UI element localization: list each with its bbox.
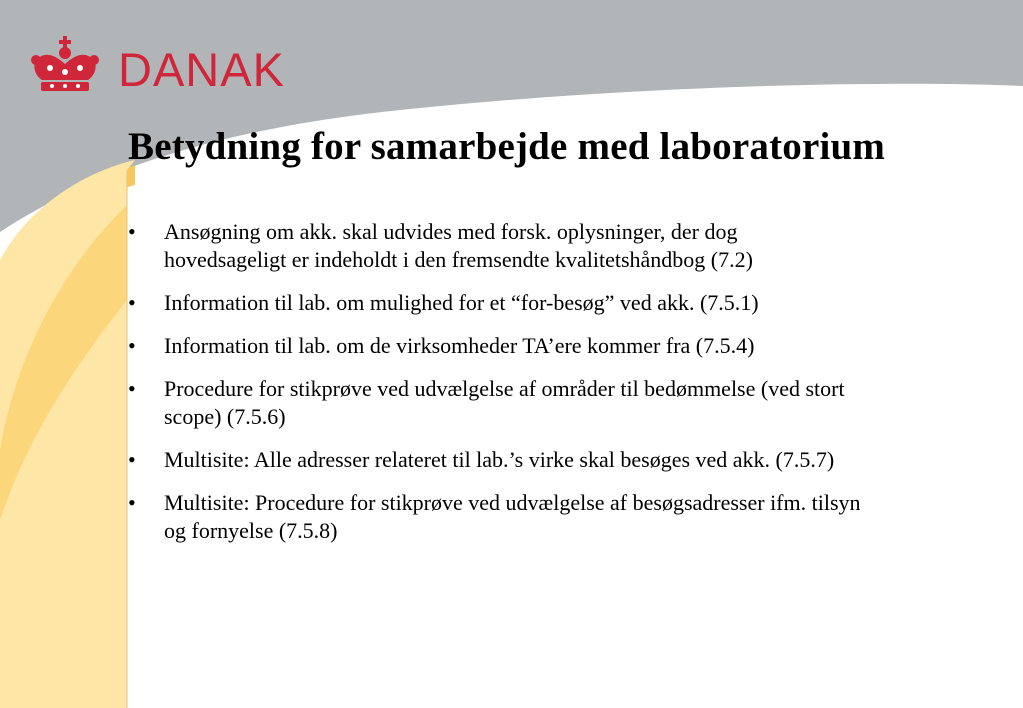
bullet-item [128,375,1008,431]
bullet-text-line: Multisite: Alle adresser relateret til lab.’s virke skal besøges ved akk. (7.5.7) [164,447,835,472]
bullet-text-line: Information til lab. om mulighed for et “for-besøg” ved akk. (7.5.1) [164,290,759,315]
bullet-text-line: og fornyelse (7.5.8) [164,518,338,543]
bullet-item [128,489,1008,545]
bullet-marker: • [128,376,136,401]
bullet-marker: • [128,447,136,472]
danak-logo [30,30,285,100]
bullet-item [128,332,1008,360]
bullet-text-line: Procedure for stikprøve ved udvælgelse af områder til bedømmelse (ved stort [164,376,845,401]
bullet-item [128,289,1008,317]
bullet-text-line: Information til lab. om de virksomheder TA’ere kommer fra (7.5.4) [164,333,755,358]
bullet-list [128,218,1008,560]
bullet-item [128,446,1008,474]
slide-title: Betydning for samarbejde med laboratorium [128,125,886,168]
crown-icon [30,34,100,96]
bullet-marker: • [128,290,136,315]
bullet-marker: • [128,219,136,244]
bullet-text-line: hovedsageligt er indeholdt i den fremsendte kvalitetshåndbog (7.2) [164,247,753,272]
bullet-item [128,218,1008,274]
bullet-marker: • [128,490,136,515]
brand-name: DANAK [118,42,285,96]
bullet-marker: • [128,333,136,358]
bullet-text-line: scope) (7.5.6) [164,404,286,429]
bullet-text-line: Multisite: Procedure for stikprøve ved udvælgelse af besøgsadresser ifm. tilsyn [164,490,861,515]
bullet-text-line: Ansøgning om akk. skal udvides med forsk. oplysninger, der dog [164,219,738,244]
